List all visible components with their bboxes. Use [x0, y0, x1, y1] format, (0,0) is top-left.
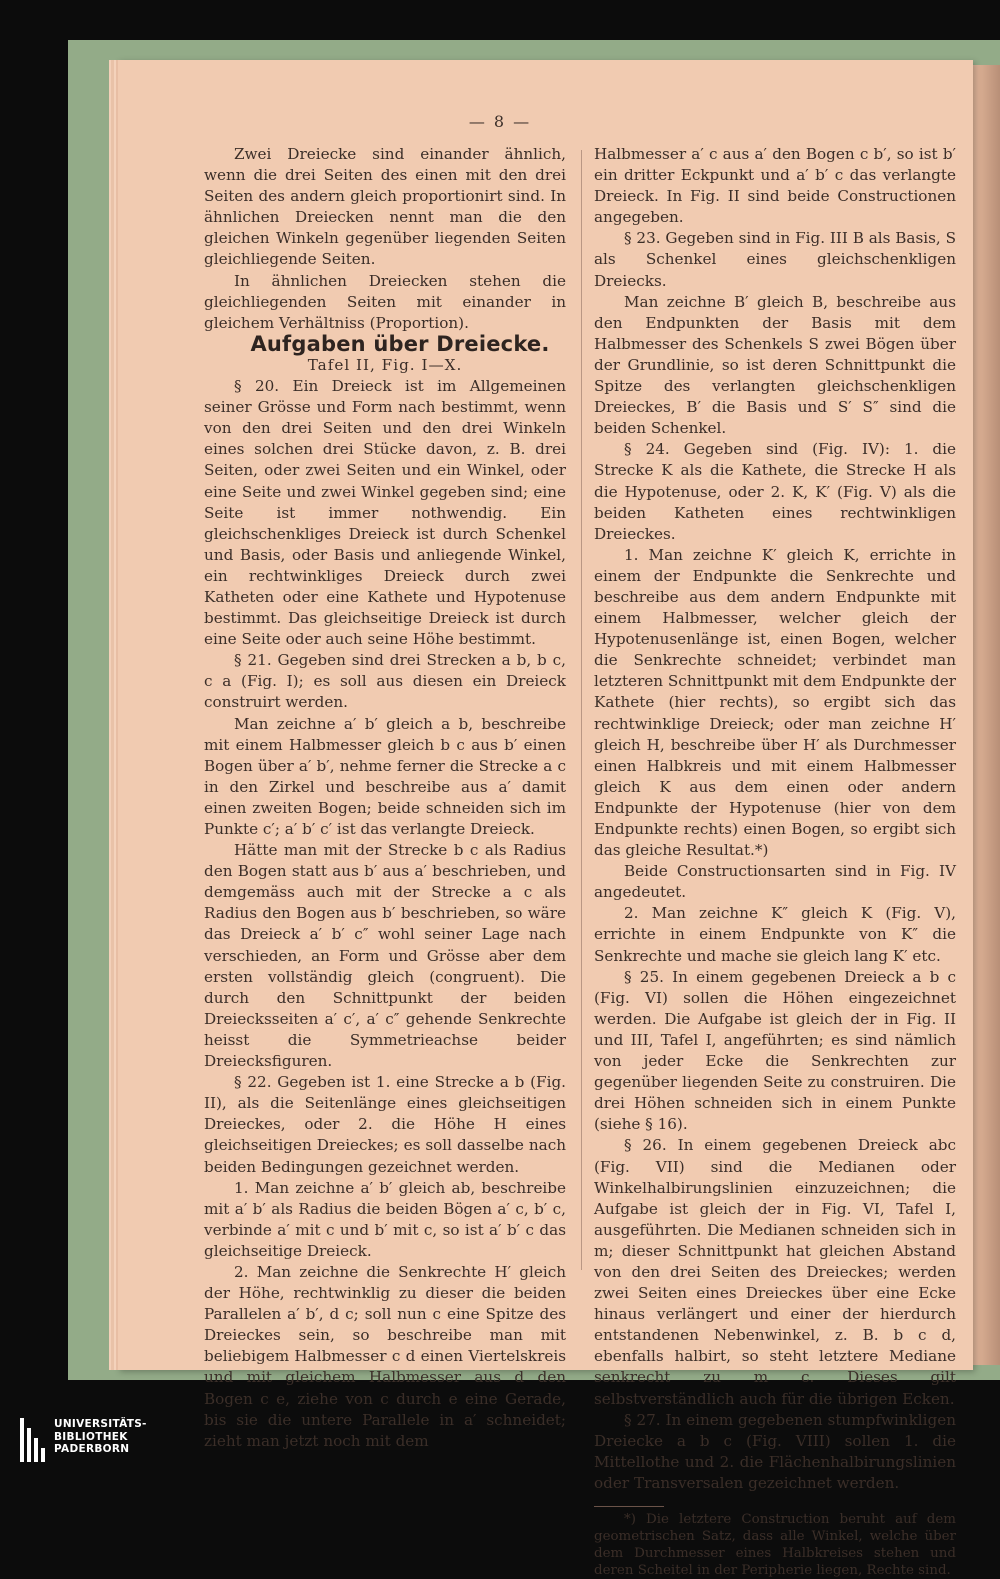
- footnote: *) Die letztere Construction beruht auf dem geometrischen Satz, dass alle Winkel, welche über dem Durchmesser eines Halbkreises stehen und deren Scheitel in der Peripherie liegen, Rechte sind.: [594, 1512, 956, 1578]
- logo-line-2: BIBLIOTHEK: [54, 1430, 128, 1443]
- paragraph-proportion: In ähnlichen Dreiecken stehen die gleichliegenden Seiten mit einander in gleichem Verhältniss (Proportion).: [204, 271, 566, 332]
- right-column: [594, 144, 956, 1579]
- paragraph-22-case-2: 2. Man zeichne die Senkrechte H′ gleich der Höhe, rechtwinklig zu dieser die beiden Parallelen a′ b′, d c; soll nun c eine Spitze des Dreieckes sein, so beschreibe man mit beliebigem Halbmesser c d einen Viertelskreis und mit gleichem Halbmesser aus d den Bogen c e, ziehe von c durch e eine Gerade, bis sie die untere Parallele in a′ schneidet; zieht man jetzt noch mit dem: [204, 1262, 566, 1450]
- paragraph-23-construction: Man zeichne B′ gleich B, beschreibe aus den Endpunkten der Basis mit dem Halbmesser des Schenkels S zwei Bögen über der Grundlinie, so ist deren Schnittpunkt die Spitze des verlangten gleichschenkligen Dreieckes, B′ die Basis und S′ S″ sind die beiden Schenkel.: [594, 292, 956, 438]
- paragraph-21-construction: Man zeichne a′ b′ gleich a b, beschreibe mit einem Halbmesser gleich b c aus b′ einen Bogen über a′ b′, nehme ferner die Strecke a c in den Zirkel und beschreibe aus a′ damit einen zweiten Bogen; beide schneiden sich im Punkte c′; a′ b′ c′ ist das verlangte Dreieck.: [204, 714, 566, 838]
- paragraph-24: § 24. Gegeben sind (Fig. IV): 1. die Strecke K als die Kathete, die Strecke H als die Hypotenuse, oder 2. K, K′ (Fig. V) als die beiden Katheten eines rechtwinkligen Dreieckes.: [594, 440, 956, 543]
- paragraph-22-case-1: 1. Man zeichne a′ b′ gleich ab, beschreibe mit a′ b′ als Radius die beiden Bögen a′ c, b′ c, verbinde a′ mit c und b′ mit c, so ist a′ b′ c das gleichseitige Dreieck.: [204, 1178, 566, 1260]
- paragraph-22-continued: Halbmesser a′ c aus a′ den Bogen c b′, so ist b′ ein dritter Eckpunkt und a′ b′ c das verlangte Dreieck. In Fig. II sind beide Constructionen angegeben.: [594, 145, 956, 227]
- footnote-rule: [594, 1506, 664, 1507]
- paragraph-24-case-1: 1. Man zeichne K′ gleich K, errichte in einem der Endpunkte die Senkrechte und beschreibe aus dem andern Endpunkte mit einem Halbmesser, welcher gleich der Hypotenusenlänge ist, einen Bogen, welcher die Senkrechte schneidet; verbindet man letzteren Schnittpunkt mit dem Endpunkte der Kathete (hier rechts), so ergibt sich das rechtwinklige Dreieck; oder man zeichne H′ gleich H, beschreibe über H′ als Durchmesser einen Halbkreis und mit einem Halbmesser gleich K aus dem einen oder andern Endpunkte der Hypotenuse (hier von dem Endpunkte rechts) einen Bogen, so ergibt sich das gleiche Resultat.*): [594, 545, 956, 860]
- paragraph-24-note: Beide Constructionsarten sind in Fig. IV angedeutet.: [594, 862, 956, 902]
- column-divider: [581, 150, 582, 1270]
- library-logo-icon: [20, 1418, 48, 1462]
- paragraph-23: § 23. Gegeben sind in Fig. III B als Basis, S als Schenkel eines gleichschenkligen Dreiecks.: [594, 229, 956, 290]
- paragraph-20: § 20. Ein Dreieck ist im Allgemeinen seiner Grösse und Form nach bestimmt, wenn von den drei Seiten und den drei Winkeln eines solchen drei Stücke davon, z. B. drei Seiten, oder zwei Seiten und ein Winkel, oder eine Seite und zwei Winkel gegeben sind; eine Seite ist immer nothwendig. Ein gleichschenkliges Dreieck ist durch Schenkel und Basis, oder Basis und anliegende Winkel, ein rechtwinkliges Dreieck durch zwei Katheten oder eine Kathete und Hypotenuse bestimmt. Das gleichseitige Dreieck ist durch eine Seite oder auch seine Höhe bestimmt.: [204, 377, 566, 649]
- paragraph-26: § 26. In einem gegebenen Dreieck abc (Fig. VII) sind die Medianen oder Winkelhalbirungslinien einzuzeichnen; die Aufgabe ist gleich der in Fig. VI, Tafel I, ausgeführten. Die Medianen schneiden sich in m; dieser Schnittpunkt hat gleichen Abstand von den drei Seiten des Dreieckes; werden zwei Seiten eines Dreieckes über eine Ecke hinaus verlängert und einer der hierdurch entstandenen Nebenwinkel, z. B. b c d, ebenfalls halbirt, so steht letztere Mediane senkrecht zu m c. Dieses gilt selbstverständlich auch für die übrigen Ecken.: [594, 1136, 956, 1408]
- paragraph-25: § 25. In einem gegebenen Dreieck a b c (Fig. VI) sollen die Höhen eingezeichnet werden. Die Aufgabe ist gleich der in Fig. II und III, Tafel I, angeführten; es sind nämlich von jeder Ecke die Senkrechten zur gegenüber liegenden Seite zu construiren. Die drei Höhen schneiden sich in einem Punkte (siehe § 16).: [594, 967, 956, 1134]
- library-logo-text: [54, 1418, 147, 1456]
- paragraph-21: § 21. Gegeben sind drei Strecken a b, b c, c a (Fig. I); es soll aus diesen ein Dreieck construirt werden.: [204, 651, 566, 712]
- paragraph-24-case-2: 2. Man zeichne K″ gleich K (Fig. V), errichte in einem Endpunkte von K″ die Senkrechte und mache sie gleich lang K′ etc.: [594, 904, 956, 965]
- page-number: — 8 —: [468, 112, 532, 131]
- logo-line-3: PADERBORN: [54, 1443, 130, 1455]
- section-subheading: Tafel II, Fig. I—X.: [307, 355, 463, 374]
- logo-line-1: UNIVERSITÄTS-: [54, 1418, 147, 1430]
- paragraph-21-symmetry: Hätte man mit der Strecke b c als Radius den Bogen statt aus b′ aus a′ beschrieben, und demgemäss auch mit der Strecke a c als Radius den Bogen aus b′ beschrieben, so wäre das Dreieck a′ b′ c″ wohl seiner Lage nach verschieden, an Form und Grösse aber dem ersten vollständig gleich (congruent). Die durch den Schnittpunkt der beiden Dreiecksseiten a′ c′, a′ c″ gehende Senkrechte heisst die Symmetrieachse beider Dreiecksfiguren.: [204, 841, 566, 1071]
- paragraph-similar-triangles: Zwei Dreiecke sind einander ähnlich, wenn die drei Seiten des einen mit den drei Seiten des andern gleich proportionirt sind. In ähnlichen Dreiecken nennt man die den gleichen Winkeln gegenüber liegenden Seiten gleichliegende Seiten.: [204, 145, 566, 269]
- section-heading: Aufgaben über Dreiecke.: [250, 331, 550, 356]
- library-logo: [20, 1418, 220, 1462]
- left-column: [204, 144, 566, 1452]
- paragraph-22: § 22. Gegeben ist 1. eine Strecke a b (Fig. II), als die Seitenlänge eines gleichseitigen Dreieckes, oder 2. die Höhe H eines gleichseitigen Dreieckes; es soll dasselbe nach beiden Bedingungen gezeichnet werden.: [204, 1073, 566, 1176]
- paragraph-27: § 27. In einem gegebenen stumpfwinkligen Dreiecke a b c (Fig. VIII) sollen 1. die Mittellothe und 2. die Flächenhalbirungslinien oder Transversalen gezeichnet werden.: [594, 1410, 956, 1492]
